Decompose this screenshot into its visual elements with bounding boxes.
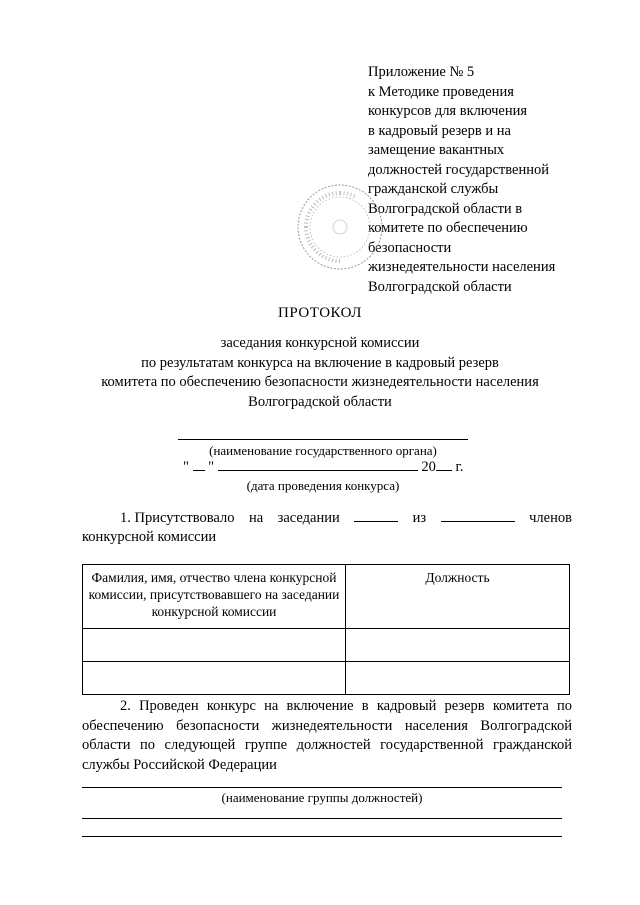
item1-word: из [412,510,427,526]
item1-word: на [248,510,264,526]
blank-line[interactable] [82,818,562,819]
date-caption: (дата проведения конкурса) [246,478,400,493]
group-name-line[interactable] [82,787,562,788]
attendance-paragraph [82,509,572,547]
table-cell[interactable] [346,629,570,662]
appendix-line: замещение вакантных [368,142,505,158]
date-day-blank[interactable] [193,458,205,471]
competition-paragraph [82,697,572,775]
org-name-caption: (наименование государственного органа) [209,443,437,458]
subtitle-line: заседания конкурсной комиссии [220,335,420,351]
table-cell[interactable] [83,662,346,695]
org-name-line[interactable] [178,439,468,440]
table-cell[interactable] [83,629,346,662]
appendix-line: комитете по обеспечению [368,220,528,236]
appendix-line: Волгоградской области [368,278,512,295]
attendance-table [82,564,570,695]
appendix-line: жизнедеятельности населения [368,259,556,275]
appendix-line: безопасности [368,239,452,256]
appendix-block [368,63,618,297]
present-count-blank[interactable] [354,509,398,522]
blank-line[interactable] [82,836,562,837]
appendix-line: к Методике проведения [368,83,514,100]
subtitle-line: по результатам конкурса на включение в кадровый резерв [141,354,499,371]
appendix-line: в кадровый резерв и на [368,122,511,139]
table-row [83,662,570,695]
total-count-blank[interactable] [441,509,515,522]
item1-word: заседании [277,510,340,526]
item-number: 1. [120,510,131,526]
date-quote-close: " [208,459,215,475]
table-cell[interactable] [346,662,570,695]
table-header-row [83,565,570,629]
header-member-name: Фамилия, имя, отчество члена конкурсной комиссии, присутствовавшего на заседании конкурсной комиссии [83,565,346,629]
subtitle-line: комитета по обеспечению безопасности жизнедеятельности населения [101,374,539,390]
date-month-blank[interactable] [218,458,418,471]
date-year-suffix: г. [455,459,464,475]
table-row [83,629,570,662]
item2-text: 2. Проведен конкурс на включение в кадровый резерв комитета по обеспечению безопасности жизнедеятельности населения Волгоградской области по следующей группе должностей государственной гражданской службы Российской Федерации [82,698,572,773]
date-year-blank[interactable] [436,458,452,471]
appendix-line: Приложение № 5 [368,64,475,80]
item1-word: членов [529,510,572,526]
date-quote-open: " [183,459,189,475]
group-name-caption: (наименование группы должностей) [221,790,423,805]
protocol-title: ПРОТОКОЛ [278,305,362,321]
item1-line2: конкурсной комиссии [82,529,217,545]
date-year-prefix: 20 [421,459,436,475]
protocol-subtitle [60,334,580,412]
appendix-line: должностей государственной [368,161,549,178]
item1-word: Присутствовало [134,510,235,526]
date-row [183,458,463,476]
header-position: Должность [346,565,570,629]
appendix-line: конкурсов для включения [368,103,528,119]
appendix-line: гражданской службы [368,181,499,197]
subtitle-line: Волгоградской области [248,393,392,410]
official-stamp-icon [296,183,384,271]
appendix-line: Волгоградской области в [368,200,523,217]
